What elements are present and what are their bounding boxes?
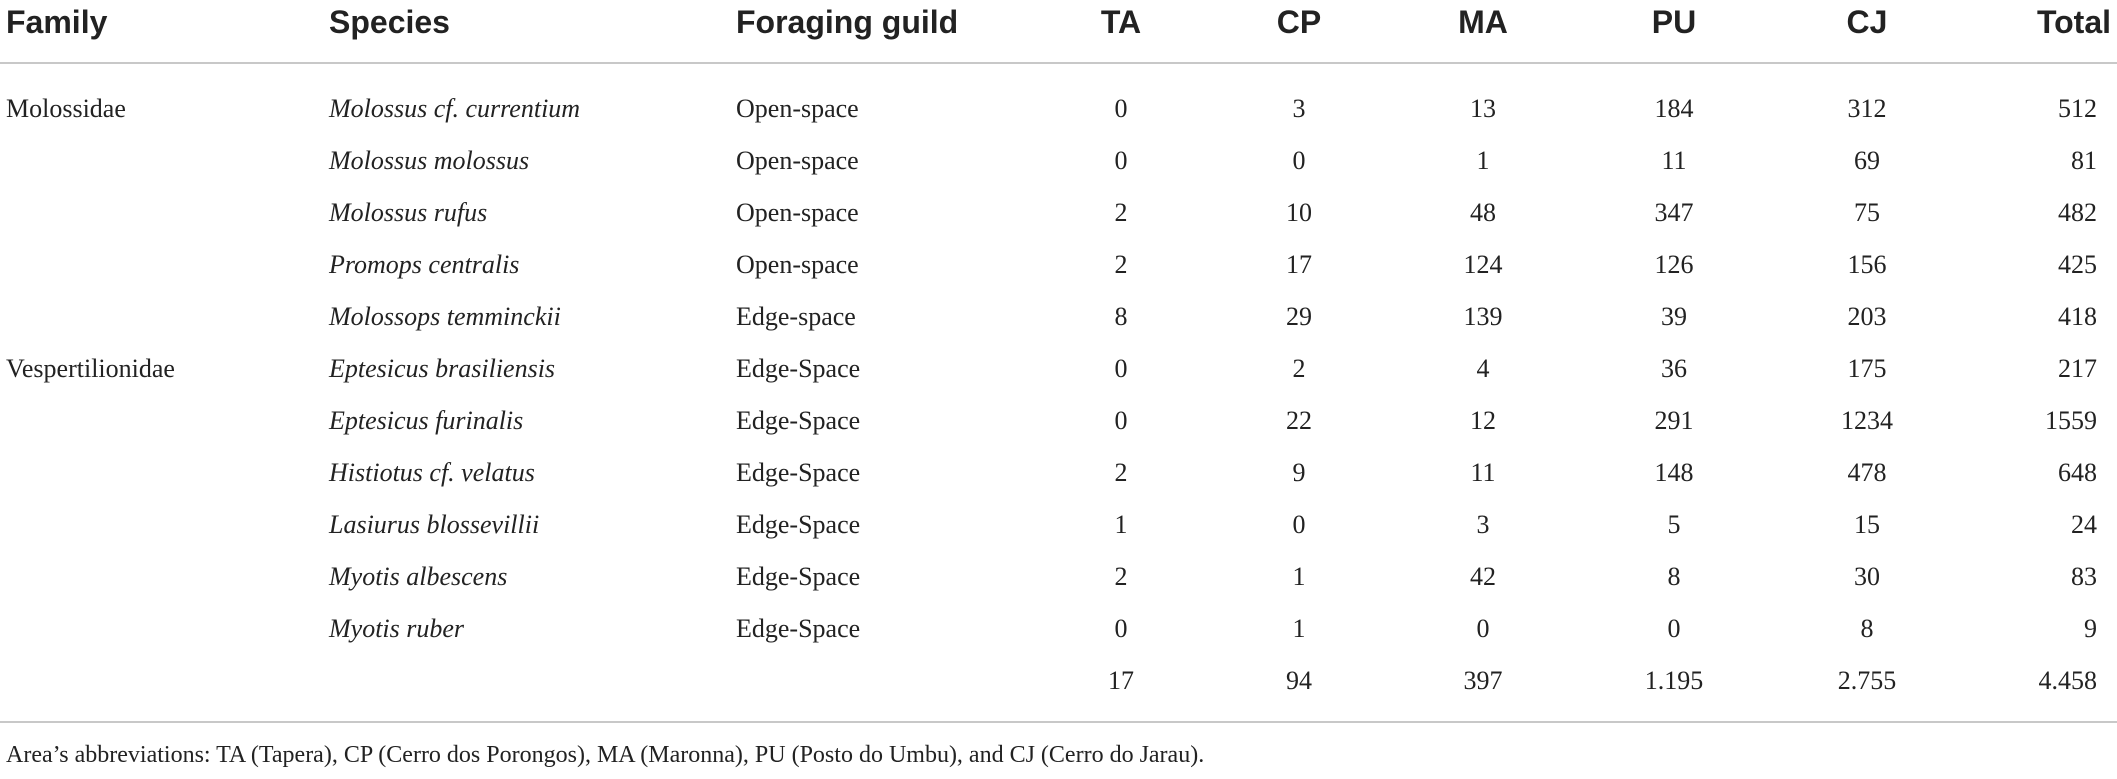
total-ma: 397	[1463, 666, 1503, 695]
cell-cj: 15	[1854, 510, 1880, 539]
cell-total: 83	[2071, 562, 2097, 591]
cell-ta: 0	[1114, 354, 1128, 383]
table-row	[0, 343, 2117, 395]
cell-ta: 1	[1114, 510, 1128, 539]
cell-guild: Edge-Space	[736, 458, 861, 487]
footer-divider	[0, 721, 2117, 723]
cell-cj: 156	[1847, 250, 1887, 279]
cell-ma: 139	[1463, 302, 1503, 331]
cell-cp: 17	[1286, 250, 1312, 279]
totals-row	[0, 655, 2117, 707]
cell-guild: Open-space	[736, 198, 859, 227]
cell-ta: 0	[1114, 406, 1128, 435]
cell-pu: 0	[1667, 614, 1681, 643]
header-species: Species	[329, 4, 450, 40]
table-row	[0, 135, 2117, 187]
cell-guild: Open-space	[736, 250, 859, 279]
header-ta: TA	[1100, 4, 1142, 40]
table-header-row	[0, 0, 2117, 44]
total-cj: 2.755	[1837, 666, 1897, 695]
cell-species: Molossus rufus	[329, 198, 488, 227]
table-row	[0, 447, 2117, 499]
cell-total: 512	[2058, 94, 2097, 123]
cell-ma: 0	[1476, 614, 1490, 643]
cell-total: 24	[2071, 510, 2097, 539]
cell-pu: 39	[1661, 302, 1687, 331]
cell-family: Molossidae	[6, 94, 126, 123]
header-cj: CJ	[1846, 4, 1888, 40]
table-row	[0, 83, 2117, 135]
cell-total: 418	[2058, 302, 2097, 331]
cell-pu: 184	[1654, 94, 1694, 123]
cell-total: 425	[2058, 250, 2097, 279]
cell-ta: 2	[1114, 562, 1128, 591]
cell-cp: 1	[1292, 614, 1306, 643]
cell-cj: 312	[1847, 94, 1887, 123]
cell-pu: 126	[1654, 250, 1694, 279]
header-cp: CP	[1276, 4, 1322, 40]
cell-pu: 291	[1654, 406, 1694, 435]
table-row	[0, 239, 2117, 291]
cell-ma: 12	[1470, 406, 1496, 435]
cell-guild: Open-space	[736, 94, 859, 123]
cell-ma: 124	[1463, 250, 1503, 279]
table-row	[0, 551, 2117, 603]
table-body	[0, 83, 2117, 707]
cell-guild: Edge-Space	[736, 354, 861, 383]
cell-species: Molossus molossus	[329, 146, 530, 175]
cell-cp: 1	[1292, 562, 1306, 591]
cell-ta: 2	[1114, 198, 1128, 227]
table-row	[0, 291, 2117, 343]
cell-species: Eptesicus furinalis	[329, 406, 524, 435]
cell-guild: Edge-space	[736, 302, 856, 331]
cell-cp: 2	[1292, 354, 1306, 383]
cell-total: 9	[2084, 614, 2097, 643]
cell-pu: 8	[1667, 562, 1681, 591]
cell-family: Vespertilionidae	[6, 354, 175, 383]
cell-cp: 3	[1292, 94, 1306, 123]
cell-cp: 0	[1292, 510, 1306, 539]
table-row	[0, 603, 2117, 655]
total-ta: 17	[1108, 666, 1134, 695]
header-ma: MA	[1458, 4, 1508, 40]
cell-total: 648	[2058, 458, 2097, 487]
cell-guild: Edge-Space	[736, 406, 861, 435]
cell-species: Eptesicus brasiliensis	[329, 354, 556, 383]
cell-ma: 11	[1470, 458, 1496, 487]
header-foraging-guild: Foraging guild	[736, 4, 959, 40]
cell-species: Myotis ruber	[329, 614, 465, 643]
cell-pu: 148	[1654, 458, 1694, 487]
cell-species: Promops centralis	[329, 250, 520, 279]
cell-ta: 2	[1114, 250, 1128, 279]
cell-species: Lasiurus blossevillii	[329, 510, 540, 539]
cell-cj: 1234	[1841, 406, 1893, 435]
cell-cj: 478	[1847, 458, 1887, 487]
cell-cp: 10	[1286, 198, 1312, 227]
cell-pu: 347	[1654, 198, 1694, 227]
cell-species: Molossops temminckii	[329, 302, 561, 331]
cell-ma: 42	[1470, 562, 1496, 591]
cell-total: 217	[2058, 354, 2097, 383]
cell-cp: 0	[1292, 146, 1306, 175]
cell-ma: 3	[1476, 510, 1490, 539]
cell-total: 482	[2058, 198, 2097, 227]
cell-ma: 48	[1470, 198, 1496, 227]
table-row	[0, 395, 2117, 447]
table-row	[0, 187, 2117, 239]
cell-cj: 203	[1847, 302, 1887, 331]
total-pu: 1.195	[1644, 666, 1704, 695]
cell-ta: 0	[1114, 614, 1128, 643]
cell-ma: 1	[1476, 146, 1490, 175]
table-row	[0, 499, 2117, 551]
cell-cj: 8	[1860, 614, 1874, 643]
header-divider	[0, 62, 2117, 64]
cell-ma: 13	[1470, 94, 1496, 123]
cell-guild: Open-space	[736, 146, 859, 175]
total-grand: 4.458	[2038, 666, 2097, 695]
cell-cj: 75	[1854, 198, 1880, 227]
cell-species: Myotis albescens	[329, 562, 508, 591]
cell-species: Histiotus cf. velatus	[329, 458, 535, 487]
cell-pu: 11	[1661, 146, 1687, 175]
cell-guild: Edge-Space	[736, 510, 861, 539]
cell-total: 81	[2071, 146, 2097, 175]
cell-cj: 175	[1847, 354, 1887, 383]
cell-guild: Edge-Space	[736, 614, 861, 643]
cell-total: 1559	[2045, 406, 2097, 435]
cell-ta: 0	[1114, 146, 1128, 175]
cell-pu: 36	[1661, 354, 1687, 383]
header-family: Family	[6, 4, 108, 40]
cell-cp: 9	[1292, 458, 1306, 487]
cell-ta: 8	[1114, 302, 1128, 331]
cell-cj: 30	[1854, 562, 1880, 591]
cell-cj: 69	[1854, 146, 1880, 175]
cell-pu: 5	[1667, 510, 1681, 539]
table-footnote: Area’s abbreviations: TA (Tapera), CP (Cerro dos Porongos), MA (Maronna), PU (Posto do Umbu), and CJ (Cerro do Jarau).	[6, 742, 1205, 768]
cell-ta: 2	[1114, 458, 1128, 487]
header-total: Total	[2036, 4, 2111, 40]
cell-ta: 0	[1114, 94, 1128, 123]
cell-ma: 4	[1476, 354, 1490, 383]
total-cp: 94	[1286, 666, 1312, 695]
cell-guild: Edge-Space	[736, 562, 861, 591]
header-pu: PU	[1651, 4, 1697, 40]
cell-species: Molossus cf. currentium	[329, 94, 581, 123]
data-table	[0, 0, 2117, 44]
cell-cp: 22	[1286, 406, 1312, 435]
cell-cp: 29	[1286, 302, 1312, 331]
